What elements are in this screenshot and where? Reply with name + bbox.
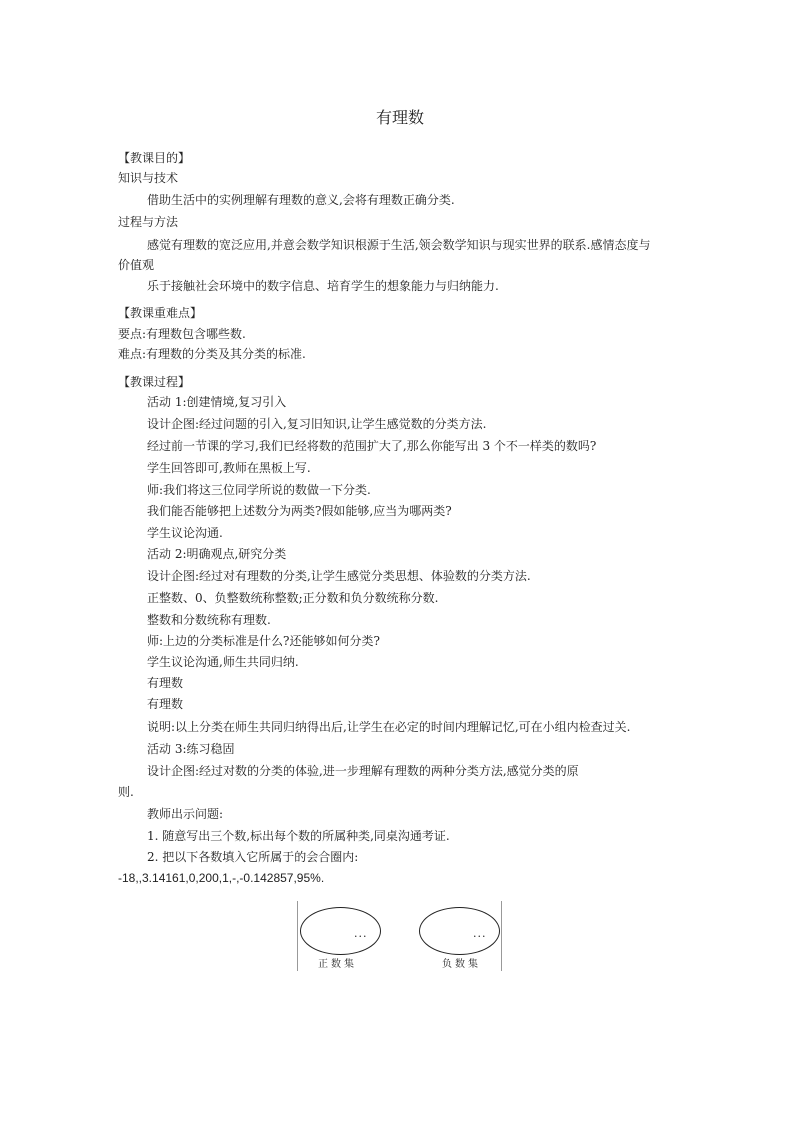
procedure-line: 我们能否能够把上述数分为两类?假如能够,应当为哪两类?: [147, 504, 452, 518]
procedure-line: 学生议论沟通.: [147, 526, 223, 540]
procedure-line: 学生回答即可,教师在黑板上写.: [147, 461, 311, 475]
positive-set-label: 正数集: [318, 959, 357, 970]
procedure-line: 有理数: [147, 697, 184, 711]
procedure-line: 经过前一节课的学习,我们已经将数的范围扩大了,那么你能写出 3 个不一样类的数吗?: [147, 439, 597, 453]
procedure-line: 活动 3:练习稳固: [147, 742, 235, 756]
negative-set-dots: ...: [473, 927, 487, 940]
procedure-line: 整数和分数统称有理数.: [147, 613, 271, 627]
knowledge-text: 借助生活中的实例理解有理数的意义,会将有理数正确分类.: [147, 193, 455, 207]
procedure-line: 活动 2:明确观点,研究分类: [147, 547, 287, 561]
keypoints-heading: 【教课重难点】: [118, 306, 203, 320]
procedure-line: 学生议论沟通,师生共同归纳.: [147, 655, 299, 669]
key-point: 要点:有理数包含哪些数.: [118, 327, 246, 341]
question-1: 1. 随意写出三个数,标出每个数的所属种类,同桌沟通考证.: [147, 829, 450, 843]
procedure-line: 设计企图:经过对数的分类的体验,进一步理解有理数的两种分类方法,感觉分类的原: [147, 764, 579, 778]
negative-set-label: 负数集: [442, 959, 481, 970]
procedure-line: 师:上边的分类标准是什么?还能够如何分类?: [147, 634, 380, 648]
set-diagram: [297, 901, 502, 971]
procedure-line: 活动 1:创建情境,复习引入: [147, 395, 287, 409]
process-text-continued: 价值观: [118, 258, 155, 272]
question-2: 2. 把以下各数填入它所属于的会合圈内:: [147, 850, 359, 864]
procedure-line: 说明:以上分类在师生共同归纳得出后,让学生在必定的时间内理解记忆,可在小组内检查过关.: [147, 720, 631, 734]
positive-set-ellipse: [300, 907, 381, 955]
negative-set-ellipse: [419, 907, 500, 955]
objectives-heading: 【教课目的】: [118, 151, 191, 165]
process-heading: 过程与方法: [118, 215, 179, 229]
knowledge-heading: 知识与技术: [118, 171, 179, 185]
procedure-line: 正整数、0、负整数统称整数;正分数和负分数统称分数.: [147, 591, 439, 605]
procedure-line: 设计企图:经过对有理数的分类,让学生感觉分类思想、体验数的分类方法.: [147, 569, 531, 583]
procedure-line: 设计企图:经过问题的引入,复习旧知识,让学生感觉数的分类方法.: [147, 417, 487, 431]
process-text: 感觉有理数的宽泛应用,并意会数学知识根源于生活,领会数学知识与现实世界的联系.感情态度与: [147, 238, 651, 252]
positive-set-dots: ...: [354, 927, 368, 940]
procedure-heading: 【教课过程】: [118, 375, 191, 389]
procedure-line-continued: 则.: [118, 785, 134, 799]
procedure-line: 师:我们将这三位同学所说的数做一下分类.: [147, 483, 371, 497]
page-title: 有理数: [375, 108, 424, 127]
teacher-prompt: 教师出示问题:: [147, 807, 224, 821]
procedure-line: 有理数: [147, 676, 184, 690]
attitude-text: 乐于接触社会环境中的数字信息、培育学生的想象能力与归纳能力.: [147, 279, 499, 293]
difficult-point: 难点:有理数的分类及其分类的标准.: [118, 347, 306, 361]
numbers-line: -18,,3.14161,0,200,1,-,-0.142857,95%.: [118, 871, 325, 885]
